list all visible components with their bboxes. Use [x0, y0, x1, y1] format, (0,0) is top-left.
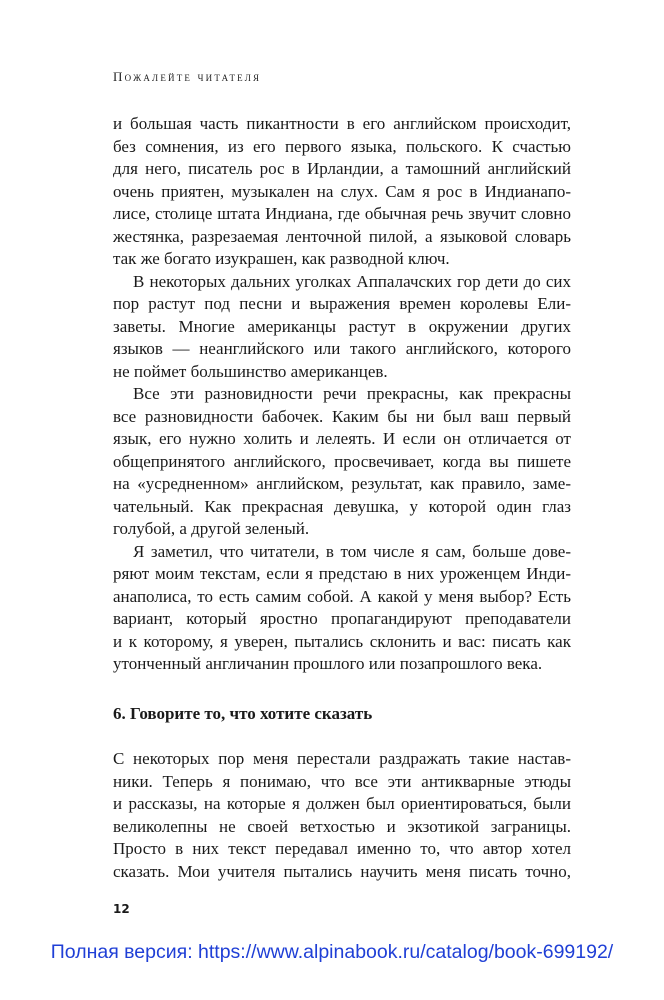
- text-line: ряют моим текстам, если я предстаю в них уроженцем Инди-: [113, 564, 571, 583]
- text-line: сказать. Мои учителя пытались научить меня писать точно,: [113, 861, 571, 881]
- text-line: и большая часть пикантности в его английском происходит,: [113, 114, 571, 133]
- text-line: Все эти разновидности речи прекрасны, как прекрасны: [133, 384, 571, 403]
- text-line: без сомнения, из его первого языка, польского. К счастью: [113, 136, 571, 156]
- text-line: язык, его нужно холить и лелеять. И если он отличается от: [113, 429, 571, 448]
- paragraphs-after: [113, 748, 571, 883]
- text-line: пор растут под песни и выражения времен королевы Ели-: [113, 294, 571, 313]
- text-line: великолепны не своей ветхостью и экзотикой заграницы.: [113, 816, 571, 836]
- page-number: 12: [113, 902, 130, 916]
- text-line: Просто в них текст передавал именно то, что автор хотел: [113, 839, 571, 858]
- text-line: голубой, а другой зеленый.: [113, 519, 310, 538]
- paragraph: [113, 748, 571, 883]
- text-line: Я заметил, что читатели, в том числе я сам, больше дове-: [133, 541, 571, 561]
- text-line: общепринятого английского, просвечивает, когда вы пишете: [113, 451, 571, 471]
- paragraph: [113, 271, 571, 384]
- text-line: и рассказы, на которые я должен был ориентироваться, были: [113, 794, 571, 813]
- page-body: [113, 113, 571, 883]
- text-line: В некоторых дальних уголках Аппалачских гор дети до сих: [133, 271, 571, 291]
- paragraphs-before: [113, 113, 571, 676]
- text-line: заветы. Многие американцы растут в окружении других: [113, 316, 571, 336]
- text-line: на «усредненном» английском, результат, как правило, заме-: [113, 474, 571, 493]
- paragraph: [113, 383, 571, 541]
- text-line: для него, писатель рос в Ирландии, а тамошний английский: [113, 159, 571, 178]
- text-line: жестянка, разрезаемая ленточной пилой, а языковой словарь: [113, 226, 571, 246]
- text-line: очень приятен, музыкален на слух. Сам я рос в Индианапо-: [113, 181, 571, 201]
- paragraph: [113, 113, 571, 271]
- text-line: утонченный англичанин прошлого или позапрошлого века.: [113, 654, 543, 673]
- full-version-link[interactable]: Полная версия: https://www.alpinabook.ru/catalog/book-699192/: [50, 941, 614, 963]
- text-line: так же богато изукрашен, как разводной ключ.: [113, 249, 450, 268]
- text-line: не поймет большинство американцев.: [113, 361, 388, 381]
- text-line: С некоторых пор меня перестали раздражать такие настав-: [113, 749, 571, 768]
- text-line: вариант, который яростно пропагандируют преподаватели: [113, 609, 571, 628]
- text-line: и к которому, я уверен, пытались склонить и вас: писать как: [113, 631, 571, 651]
- running-head: Пожалейте читателя: [113, 69, 262, 84]
- text-line: лисе, столице штата Индиана, где обычная речь звучит словно: [113, 204, 571, 223]
- text-line: языков — неанглийского или такого английского, которого: [113, 339, 571, 358]
- text-line: чательный. Как прекрасная девушка, у которой один глаз: [113, 496, 571, 516]
- paragraph: [113, 541, 571, 676]
- text-line: ники. Теперь я понимаю, что все эти антикварные этюды: [113, 771, 571, 791]
- text-line: анаполиса, то есть самим собой. А какой у меня выбор? Есть: [113, 586, 571, 606]
- section-heading: 6. Говорите то, что хотите сказать: [113, 703, 373, 723]
- text-line: все разновидности бабочек. Каким бы ни был ваш первый: [113, 406, 571, 426]
